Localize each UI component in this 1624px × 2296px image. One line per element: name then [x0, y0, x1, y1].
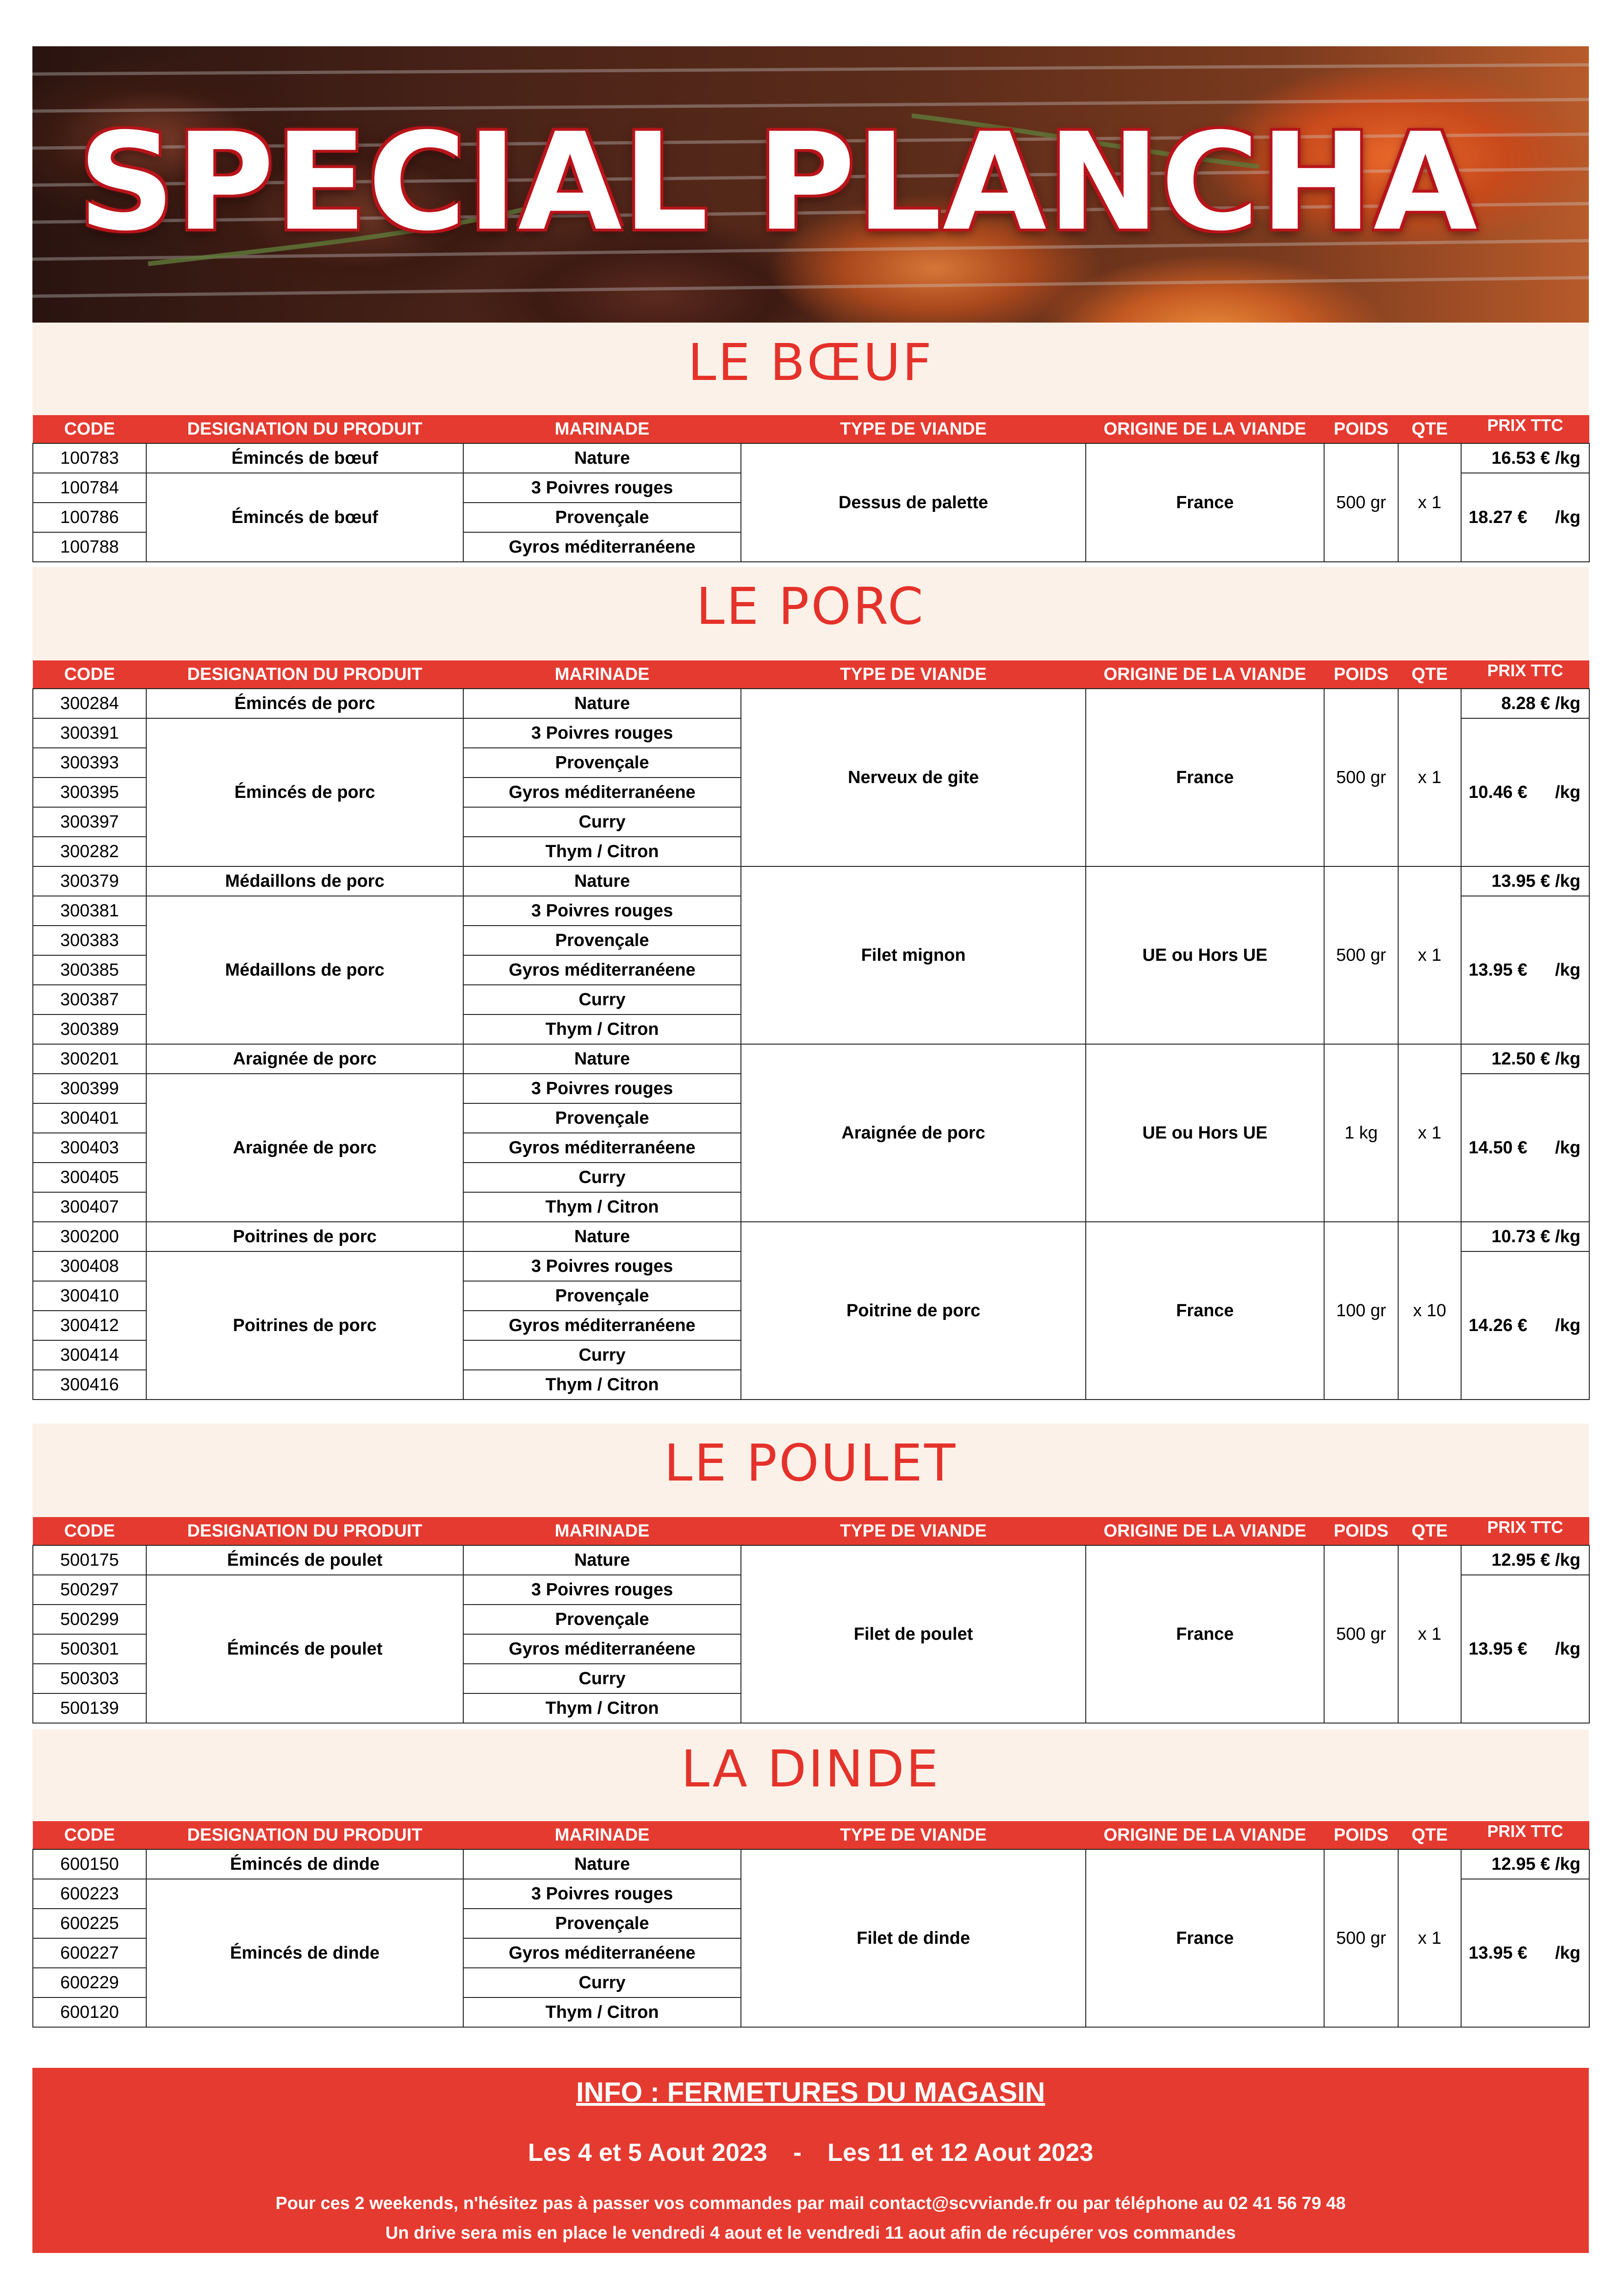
section-title: LE POULET — [664, 1433, 958, 1493]
header-designation: DESIGNATION DU PRODUIT — [146, 415, 463, 443]
meat-origin: France — [1086, 1222, 1324, 1400]
product-designation: Émincés de poulet — [146, 1545, 463, 1575]
product-code: 300416 — [33, 1370, 146, 1400]
table-row — [33, 1849, 1589, 1879]
header-origine: ORIGINE DE LA VIANDE — [1086, 1517, 1324, 1545]
price-unit: /kg — [1555, 1138, 1580, 1157]
header-poids: POIDS — [1324, 1821, 1398, 1849]
product-marinade: 3 Poivres rouges — [463, 1575, 741, 1605]
section-title: LE BŒUF — [688, 333, 933, 392]
product-marinade: Nature — [463, 1545, 741, 1575]
product-designation: Émincés de dinde — [146, 1849, 463, 1879]
product-price — [1461, 1545, 1589, 1575]
price-value: 16.53 € /kg — [1491, 448, 1580, 468]
product-code: 300387 — [33, 985, 146, 1014]
product-designation: Poitrines de porc — [146, 1251, 463, 1400]
price-unit: /kg — [1555, 507, 1580, 527]
product-code: 300393 — [33, 748, 146, 778]
header-code: CODE — [33, 1517, 146, 1545]
product-marinade: 3 Poivres rouges — [463, 1074, 741, 1103]
price-unit: /kg — [1555, 1943, 1580, 1963]
product-code: 100783 — [33, 443, 146, 473]
meat-origin: France — [1086, 1545, 1324, 1723]
product-code: 300389 — [33, 1014, 146, 1044]
product-code: 300379 — [33, 866, 146, 896]
table-row — [33, 1545, 1589, 1575]
price-value: 13.95 € /kg — [1491, 871, 1580, 891]
product-price — [1461, 473, 1589, 562]
product-code: 500303 — [33, 1664, 146, 1693]
product-code: 500175 — [33, 1545, 146, 1575]
product-marinade: Curry — [463, 1163, 741, 1192]
product-price — [1461, 718, 1589, 866]
product-table — [32, 1517, 1590, 1724]
product-marinade: 3 Poivres rouges — [463, 718, 741, 748]
product-code: 100788 — [33, 532, 146, 562]
product-quantity: x 1 — [1398, 866, 1461, 1044]
product-code: 600227 — [33, 1938, 146, 1968]
product-marinade: Provençale — [463, 503, 741, 532]
product-quantity: x 1 — [1398, 1545, 1461, 1723]
header-origine: ORIGINE DE LA VIANDE — [1086, 415, 1324, 443]
price-unit: /kg — [1555, 782, 1580, 802]
price-value: 8.28 € /kg — [1501, 693, 1580, 713]
product-quantity: x 1 — [1398, 1849, 1461, 2027]
price-value: 14.26 € — [1468, 1315, 1528, 1335]
product-table — [32, 660, 1590, 1400]
product-weight: 100 gr — [1324, 1222, 1398, 1400]
price-value: 10.46 € — [1468, 782, 1528, 802]
header-code: CODE — [33, 415, 146, 443]
product-price — [1461, 1849, 1589, 1879]
meat-origin: France — [1086, 1849, 1324, 2027]
product-designation: Araignée de porc — [146, 1074, 463, 1222]
product-code: 300391 — [33, 718, 146, 748]
product-price — [1461, 1575, 1589, 1723]
product-marinade: Curry — [463, 1664, 741, 1693]
header-prix-label: PRIX TTC — [1487, 660, 1563, 680]
table-header-row — [33, 1517, 1589, 1545]
price-value: 13.95 € — [1468, 960, 1528, 980]
product-code: 300385 — [33, 955, 146, 985]
product-code: 100784 — [33, 473, 146, 503]
product-code: 300284 — [33, 689, 146, 718]
section-title: LA DINDE — [681, 1739, 940, 1798]
product-weight: 500 gr — [1324, 689, 1398, 866]
product-code: 300403 — [33, 1133, 146, 1163]
info-box — [32, 2068, 1589, 2253]
info-date-1: Les 4 et 5 Aout 2023 — [528, 2139, 767, 2166]
product-price — [1461, 1251, 1589, 1400]
product-code: 300399 — [33, 1074, 146, 1103]
product-marinade: Nature — [463, 1222, 741, 1251]
header-poids: POIDS — [1324, 415, 1398, 443]
price-unit: /kg — [1555, 960, 1580, 980]
product-designation: Médaillons de porc — [146, 896, 463, 1044]
product-price — [1461, 1222, 1589, 1251]
product-price — [1461, 1074, 1589, 1222]
product-code: 300407 — [33, 1192, 146, 1222]
product-designation: Émincés de porc — [146, 689, 463, 718]
product-marinade: Provençale — [463, 748, 741, 778]
banner-title: SPECIAL PLANCHA — [78, 105, 1478, 261]
table-header-row — [33, 415, 1589, 443]
product-marinade: 3 Poivres rouges — [463, 473, 741, 503]
product-marinade: 3 Poivres rouges — [463, 1251, 741, 1281]
header-qte: QTE — [1398, 660, 1461, 689]
product-price — [1461, 896, 1589, 1044]
product-code: 500301 — [33, 1634, 146, 1664]
product-code: 300408 — [33, 1251, 146, 1281]
product-marinade: Curry — [463, 985, 741, 1014]
meat-type: Araignée de porc — [741, 1044, 1086, 1222]
info-dates — [32, 2138, 1589, 2167]
product-marinade: Thym / Citron — [463, 1370, 741, 1400]
info-date-2: Les 11 et 12 Aout 2023 — [827, 2139, 1094, 2166]
product-code: 600223 — [33, 1879, 146, 1909]
table-row — [33, 443, 1589, 473]
product-quantity: x 1 — [1398, 689, 1461, 866]
header-prix-label: PRIX TTC — [1487, 1821, 1563, 1841]
header-marinade: MARINADE — [463, 660, 741, 689]
product-designation: Émincés de poulet — [146, 1575, 463, 1723]
product-code: 600225 — [33, 1909, 146, 1938]
product-table — [32, 1821, 1590, 2028]
product-marinade: Provençale — [463, 926, 741, 955]
header-marinade: MARINADE — [463, 1821, 741, 1849]
price-unit: /kg — [1555, 1315, 1580, 1335]
product-marinade: Curry — [463, 1968, 741, 1997]
product-marinade: Provençale — [463, 1909, 741, 1938]
meat-origin: UE ou Hors UE — [1086, 866, 1324, 1044]
header-origine: ORIGINE DE LA VIANDE — [1086, 660, 1324, 689]
header-poids: POIDS — [1324, 660, 1398, 689]
meat-type: Nerveux de gite — [741, 689, 1086, 866]
header-code: CODE — [33, 660, 146, 689]
price-value: 18.27 € — [1468, 507, 1528, 527]
product-marinade: Nature — [463, 689, 741, 718]
product-price — [1461, 443, 1589, 473]
product-price — [1461, 866, 1589, 896]
product-code: 100786 — [33, 503, 146, 532]
table-row — [33, 1044, 1589, 1074]
header-designation: DESIGNATION DU PRODUIT — [146, 1517, 463, 1545]
price-value: 13.95 € — [1468, 1639, 1528, 1659]
product-designation: Araignée de porc — [146, 1044, 463, 1074]
product-price — [1461, 1879, 1589, 2027]
product-code: 300397 — [33, 807, 146, 837]
product-code: 300414 — [33, 1340, 146, 1370]
product-price — [1461, 689, 1589, 718]
product-marinade: Gyros méditerranéene — [463, 1938, 741, 1968]
product-code: 600229 — [33, 1968, 146, 1997]
product-designation: Émincés de dinde — [146, 1879, 463, 2027]
product-marinade: 3 Poivres rouges — [463, 896, 741, 926]
table-row — [33, 1222, 1589, 1251]
product-code: 300401 — [33, 1103, 146, 1133]
product-marinade: Thym / Citron — [463, 1014, 741, 1044]
header-marinade: MARINADE — [463, 415, 741, 443]
header-type: TYPE DE VIANDE — [741, 1821, 1086, 1849]
meat-type: Poitrine de porc — [741, 1222, 1086, 1400]
product-code: 300405 — [33, 1163, 146, 1192]
product-weight: 500 gr — [1324, 443, 1398, 562]
product-weight: 1 kg — [1324, 1044, 1398, 1222]
header-type: TYPE DE VIANDE — [741, 1517, 1086, 1545]
product-code: 500139 — [33, 1693, 146, 1723]
product-designation: Émincés de bœuf — [146, 443, 463, 473]
header-designation: DESIGNATION DU PRODUIT — [146, 1821, 463, 1849]
product-marinade: Nature — [463, 1849, 741, 1879]
table-header-row — [33, 1821, 1589, 1849]
header-type: TYPE DE VIANDE — [741, 415, 1086, 443]
header-prix — [1461, 660, 1589, 689]
product-marinade: Thym / Citron — [463, 1997, 741, 2027]
table-row — [33, 866, 1589, 896]
table-row — [33, 689, 1589, 718]
product-code: 500299 — [33, 1605, 146, 1634]
product-code: 300395 — [33, 778, 146, 807]
header-prix-label: PRIX TTC — [1487, 1517, 1563, 1537]
product-marinade: Gyros méditerranéene — [463, 532, 741, 562]
banner-image — [32, 46, 1589, 323]
product-marinade: Curry — [463, 807, 741, 837]
product-code: 300282 — [33, 837, 146, 866]
product-marinade: Nature — [463, 1044, 741, 1074]
product-marinade: Provençale — [463, 1103, 741, 1133]
product-marinade: Thym / Citron — [463, 1192, 741, 1222]
section-title: LE PORC — [696, 577, 925, 636]
product-quantity: x 1 — [1398, 443, 1461, 562]
price-value: 12.95 € /kg — [1491, 1854, 1580, 1874]
product-designation: Émincés de bœuf — [146, 473, 463, 562]
product-marinade: Nature — [463, 866, 741, 896]
product-table — [32, 415, 1590, 562]
product-marinade: Gyros méditerranéene — [463, 778, 741, 807]
meat-type: Filet de dinde — [741, 1849, 1086, 2027]
header-code: CODE — [33, 1821, 146, 1849]
header-qte: QTE — [1398, 1517, 1461, 1545]
meat-origin: UE ou Hors UE — [1086, 1044, 1324, 1222]
info-title: INFO : FERMETURES DU MAGASIN — [576, 2077, 1045, 2108]
product-marinade: Thym / Citron — [463, 837, 741, 866]
product-code: 300201 — [33, 1044, 146, 1074]
header-origine: ORIGINE DE LA VIANDE — [1086, 1821, 1324, 1849]
meat-type: Filet mignon — [741, 866, 1086, 1044]
header-marinade: MARINADE — [463, 1517, 741, 1545]
price-unit: /kg — [1555, 1639, 1580, 1659]
header-qte: QTE — [1398, 415, 1461, 443]
header-prix-label: PRIX TTC — [1487, 415, 1563, 435]
header-poids: POIDS — [1324, 1517, 1398, 1545]
product-code: 600150 — [33, 1849, 146, 1879]
meat-type: Filet de poulet — [741, 1545, 1086, 1723]
meat-origin: France — [1086, 443, 1324, 562]
product-weight: 500 gr — [1324, 1545, 1398, 1723]
product-marinade: Thym / Citron — [463, 1693, 741, 1723]
product-marinade: 3 Poivres rouges — [463, 1879, 741, 1909]
meat-origin: France — [1086, 689, 1324, 866]
product-marinade: Curry — [463, 1340, 741, 1370]
product-price — [1461, 1044, 1589, 1074]
product-code: 300410 — [33, 1281, 146, 1311]
product-designation: Médaillons de porc — [146, 866, 463, 896]
product-code: 300200 — [33, 1222, 146, 1251]
product-weight: 500 gr — [1324, 866, 1398, 1044]
product-marinade: Gyros méditerranéene — [463, 1133, 741, 1163]
product-designation: Émincés de porc — [146, 718, 463, 866]
product-marinade: Provençale — [463, 1605, 741, 1634]
product-code: 300383 — [33, 926, 146, 955]
info-line-2: Un drive sera mis en place le vendredi 4 aout et le vendredi 11 aout afin de récupérer vos commandes — [385, 2223, 1236, 2243]
price-value: 10.73 € /kg — [1491, 1226, 1580, 1246]
product-marinade: Gyros méditerranéene — [463, 1311, 741, 1340]
product-designation: Poitrines de porc — [146, 1222, 463, 1251]
info-line-1: Pour ces 2 weekends, n'hésitez pas à passer vos commandes par mail contact@scvviande.fr ou par téléphone au 02 41 56 79 48 — [275, 2194, 1346, 2213]
product-marinade: Nature — [463, 443, 741, 473]
product-weight: 500 gr — [1324, 1849, 1398, 2027]
price-value: 12.95 € /kg — [1491, 1550, 1580, 1570]
product-quantity: x 10 — [1398, 1222, 1461, 1400]
header-designation: DESIGNATION DU PRODUIT — [146, 660, 463, 689]
product-marinade: Provençale — [463, 1281, 741, 1311]
price-value: 13.95 € — [1468, 1943, 1528, 1963]
product-code: 500297 — [33, 1575, 146, 1605]
header-type: TYPE DE VIANDE — [741, 660, 1086, 689]
price-value: 14.50 € — [1468, 1138, 1528, 1157]
product-code: 300412 — [33, 1311, 146, 1340]
product-code: 300381 — [33, 896, 146, 926]
product-marinade: Gyros méditerranéene — [463, 1634, 741, 1664]
table-header-row — [33, 660, 1589, 689]
header-prix — [1461, 1517, 1589, 1545]
product-quantity: x 1 — [1398, 1044, 1461, 1222]
product-marinade: Gyros méditerranéene — [463, 955, 741, 985]
meat-type: Dessus de palette — [741, 443, 1086, 562]
header-prix — [1461, 415, 1589, 443]
info-separator: - — [793, 2139, 802, 2166]
header-qte: QTE — [1398, 1821, 1461, 1849]
price-value: 12.50 € /kg — [1491, 1049, 1580, 1069]
header-prix — [1461, 1821, 1589, 1849]
product-code: 600120 — [33, 1997, 146, 2027]
